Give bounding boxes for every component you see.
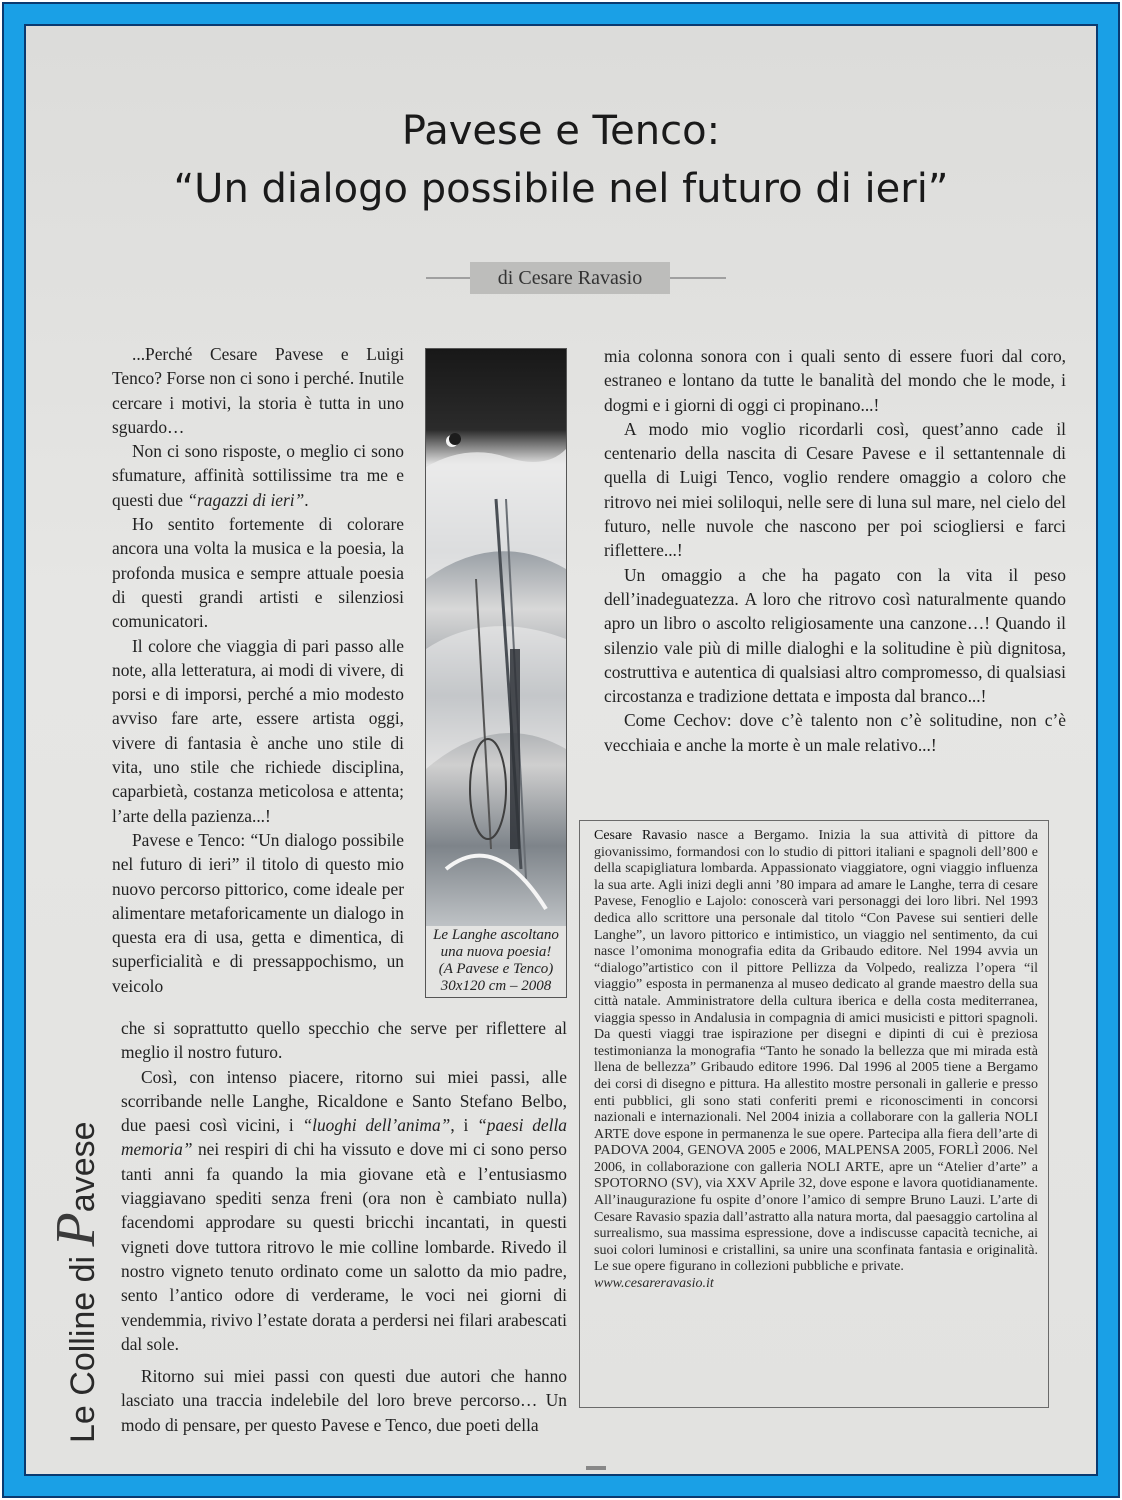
- article-column-2: [604, 344, 1066, 757]
- article-column-1-continued: [121, 1016, 567, 1437]
- paragraph: Pavese e Tenco: “Un dialogo possibile nel futuro di ieri” il titolo di questo mio nuovo percorso pittorico, come ideale per alimentare metaforicamente un dialogo in questa era di usa, getta e dimentica, di superficialità e di pressappochismo, un veicolo: [112, 829, 404, 996]
- sidebar-initial: P: [45, 1212, 107, 1247]
- article-title-line1: Pavese e Tenco:: [401, 108, 721, 154]
- paragraph: Ho sentito fortemente di colorare ancora una volta la musica e la poesia, la profonda musica e sempre attuale poesia di questi grandi artisti e silenziosi comunicatori.: [112, 514, 404, 632]
- article-title-line2: “Un dialogo possibile nel futuro di ieri”: [173, 166, 949, 212]
- bio-website: www.cesareravasio.it: [594, 1276, 714, 1292]
- paragraph: Un omaggio a che ha pagato con la vita il peso dell’inadeguatezza. A loro che ritrovo così naturalmente quando apro un libro o ascolto religiosamente una canzone…! Quando il silenzio vale più di mille dialoghi e la solitudine è più dignitosa, costruttiva e autentica di qualsiasi altro compromesso, di qualsiasi circostanza e tradizione dettata e imposta dal branco...!: [604, 564, 1066, 707]
- sidebar-rest: avese: [64, 1121, 102, 1213]
- caption-line: 30x120 cm – 2008: [440, 978, 552, 994]
- painting-image: [425, 348, 567, 928]
- caption-line: (A Pavese e Tenco): [438, 961, 554, 977]
- article-column-1: [112, 342, 404, 998]
- caption-line: Le Langhe ascoltano: [433, 927, 559, 943]
- bio-name: Cesare Ravasio: [594, 828, 688, 843]
- byline-author: di Cesare Ravasio: [470, 262, 670, 294]
- painting-artwork: [426, 349, 566, 927]
- magazine-page: [26, 26, 1096, 1474]
- paragraph: che si soprattutto quello specchio che serve per riflettere al meglio il nostro futuro.: [121, 1018, 567, 1063]
- caption-line: una nuova poesia!: [440, 944, 552, 960]
- byline-rule-right: [670, 277, 726, 279]
- paragraph: Ritorno sui miei passi con questi due autori che hanno lasciato una traccia indelebile del loro breve percorso… Un modo di pensare, per questo Pavese e Tenco, due poeti della: [121, 1366, 567, 1435]
- paragraph: mia colonna sonora con i quali sento di essere fuori dal coro, estraneo e lontano da tutte le banalità del mondo che le mode, i dogmi e i giorni di oggi ci propinano...!: [604, 346, 1066, 415]
- paragraph: Il colore che viaggia di pari passo alle note, alla letteratura, ai modi di vivere, di porsi e di imporsi, perché a mio modesto avviso fare arte, essere artista oggi, vivere di fantasia è anche uno stile di vita, uno stile che richiede disciplina, caparbietà, costanza meticolosa e attenta; l’arte della pazienza...!: [112, 635, 404, 826]
- byline: [426, 262, 726, 294]
- paragraph: A modo mio voglio ricordarli così, quest’anno cade il centenario della nascita di Cesare Pavese e il settantennale di quella di Luigi Tenco, voglio rendere omaggio a coloro che ritrovo nei miei soliloqui, nelle sere di luna sul mare, nel cielo del futuro, nelle nuvole che nascono per poi sciogliersi e farci riflettere...!: [604, 418, 1066, 561]
- page-edge-mark: [586, 1466, 606, 1470]
- magazine-sidebar-title: [36, 1116, 114, 1456]
- paragraph: ...Perché Cesare Pavese e Luigi Tenco? Forse non ci sono i perché. Inutile cercare i motivi, la storia è tutta in uno sguardo…: [112, 344, 404, 437]
- paragraph: Come Cechov: dove c’è talento non c’è solitudine, non c’è vecchiaia e anche la morte è un male relativo...!: [604, 710, 1066, 755]
- author-bio-box: [579, 820, 1049, 1408]
- bio-text: nasce a Bergamo. Inizia la sua attività di pittore da giovanissimo, formandosi con lo studio di pittori italiani e spagnoli dell’800 e della scapigliatura lombarda. Appassionato viaggiatore, ogni viaggio influenza la sua arte. Agli inizi degli anni ’80 impara ad amare le Langhe, terra di cesare Pavese, Fenoglio e Lajolo: conoscerà vari personaggi dei loro libri. Nel 1993 dedica allo scrittore una personale dal titolo “Con Pavese sui sentieri delle Langhe”, un lavoro pittorico e intimistico, un viaggio nel sentimento, da cui nasce l’omonima monografia edita da Gribaudo editore. Nel 1994 avvia un “dialogo”artistico con il pittore Pellizza da Volpedo, realizza l’opera “il viaggio” esposta in permanenza al museo dedicato al grande maestro della sua città natale. Amministratore della cultura iberica e della costa mediterranea, viaggia spesso in Andalusia in compagnia di amici musicisti e pittori spagnoli. Da questi viaggi trae ispirazione per disegni e dipinti di cui è preziosa testimonianza la monografia “Tanto he sonado la bellezza que mi mirada està llena de bellezza” Gribaudo editore 1996. Dal 1996 al 2005 tiene a Bergamo dei corsi di disegno e pittura. Ha allestito mostre personali in gallerie e presso enti pubblici, gli sono stati conferiti premi e riconoscimenti in concorsi nazionali e internazionali. Nel 2004 inizia a collaborare con la galleria NOLI ARTE dove espone in permanenza le sue opere. Partecipa alla fiera dell’arte di PADOVA 2004, GENOVA 2005 e 2006, MALPENSA 2005, FORLÌ 2006. Nel 2006, in collaborazione con galleria NOLI ARTE, apre un “Atelier d’arte” a SPOTORNO (SV), via XXV Aprile 32, dove espone e lavora quotidianamente. All’inaugurazione fu ospite d’onore l’amico di sempre Bruno Lauzi. L’arte di Cesare Ravasio spazia dall’astratto alla natura morta, dal paesaggio cartolina al surrealismo, sua massima espressione, dove a indiscusse capacità tecniche, ai suoi colori luminosi e cristallini, sa unire una sconfinata fantasia e originalità. Le sue opere figurano in collezioni pubbliche e private.: [594, 828, 1038, 1275]
- painting-caption: [425, 926, 567, 998]
- byline-rule-left: [426, 277, 470, 279]
- paragraph: Così, con intenso piacere, ritorno sui miei passi, alle scorribande nelle Langhe, Ricaldone e Santo Stefano Belbo, due paesi così vicini, i “luoghi dell’anima”, i “paesi della memoria” nei respiri di chi ha vissuto e dove mi ci sono perso tanti anni fa quando la mia giovane età e l’entusiasmo viaggiavano spediti senza freni (ora non è cambiato nulla) facendomi approdare su questi bricchi incantati, in questi vigneti dove tuttora ritrovo le mie colline lombarde. Rivedo il nostro vigneto tenuto ordinato come un salotto da mio padre, sento l’antico odore di verderame, le voci nei giorni di vendemmia, rivivo l’estate dorata a perdersi nei filari arabescati dal sole.: [121, 1066, 567, 1354]
- paragraph: Non ci sono risposte, o meglio ci sono sfumature, affinità sottilissime tra me e questi due “ragazzi di ieri”.: [112, 441, 404, 510]
- sidebar-prefix: Le Colline di: [64, 1246, 102, 1443]
